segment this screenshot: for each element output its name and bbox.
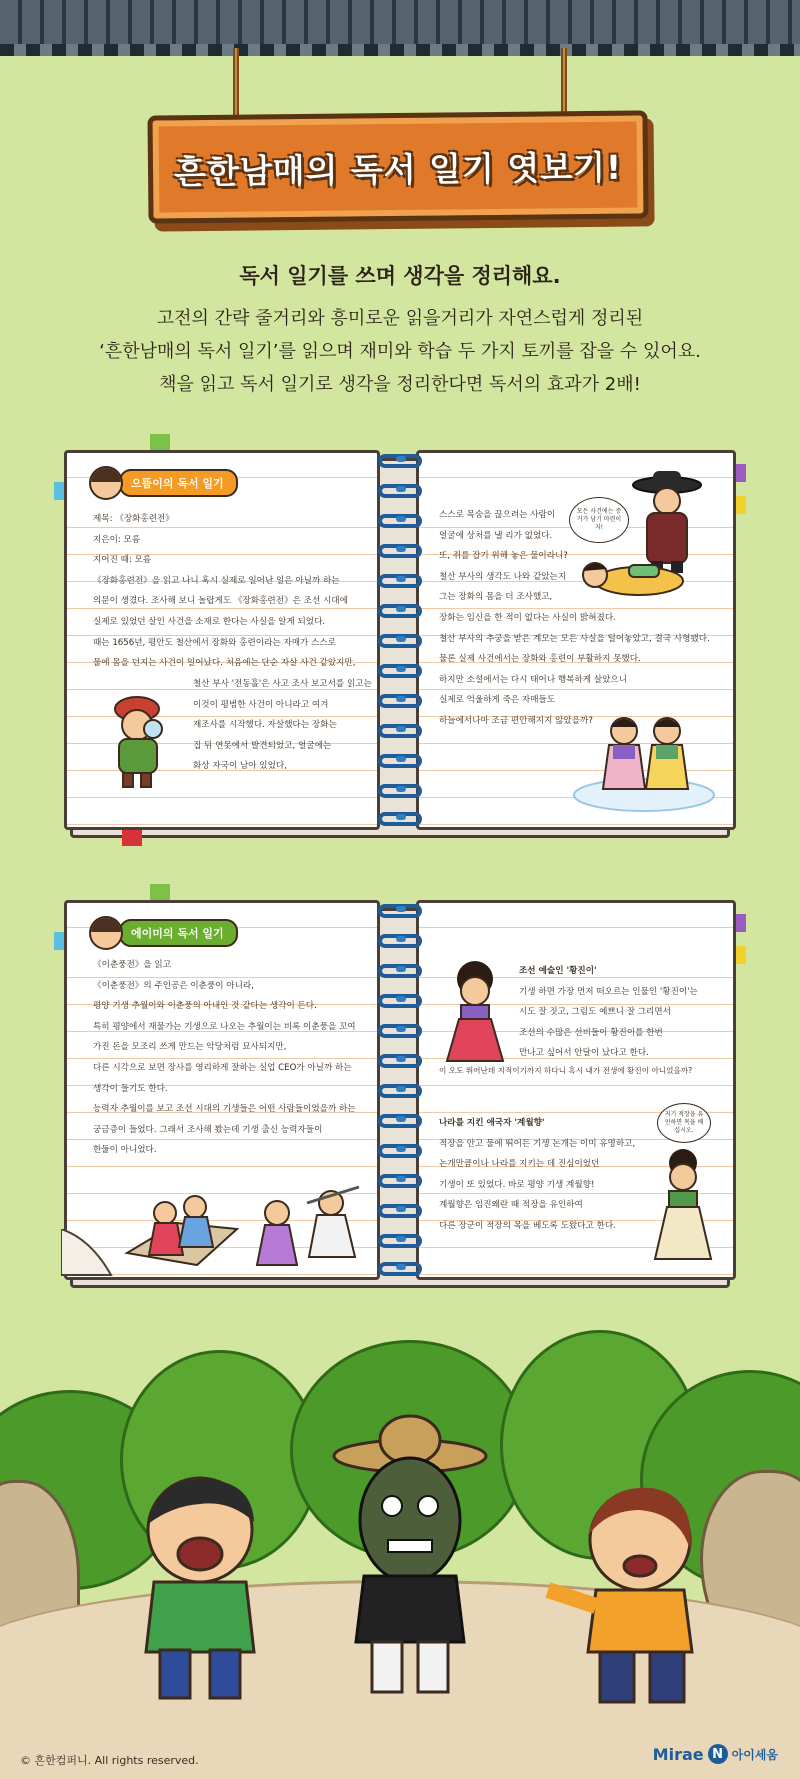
diary-badge-label: 으뜸이의 독서 일기 <box>119 469 238 497</box>
spiral-ring <box>378 904 422 918</box>
roof-tiles <box>0 0 800 56</box>
intro-line: 책을 읽고 독서 일기로 생각을 정리한다면 독서의 효과가 2배! <box>159 374 641 395</box>
text-line: 계월향은 임진왜란 때 적장을 유인하여 <box>439 1200 583 1211</box>
spiral-ring <box>378 634 422 648</box>
spiral-ring <box>378 514 422 528</box>
text-line: 가진 돈을 모조리 쓰게 만드는 악당처럼 묘사되지만, <box>93 1042 287 1053</box>
text-line: 철산 부사의 생각도 나와 같았는지 <box>439 571 567 582</box>
roof-tile-row <box>0 0 800 44</box>
text-line: 집 뒤 연못에서 발견되었고, 얼굴에는 <box>193 740 332 751</box>
text-line: 평양 기생 추월이와 이춘풍의 아내인 것 같다는 생각이 든다. <box>93 1001 317 1012</box>
notebook-1-left-page <box>64 450 380 830</box>
page-tab <box>150 434 170 450</box>
text-line: 스스로 목숨을 끊으려는 사람이 <box>439 510 556 520</box>
notebook-2 <box>64 900 736 1280</box>
text-line: 철산 부사 '전동흘'은 사고 조사 보고서를 읽고는 <box>193 679 372 689</box>
diary-badge-label: 에이미의 독서 일기 <box>119 919 238 947</box>
text-line: 기생이 또 있었다. 바로 평양 기생 계월향! <box>439 1179 595 1190</box>
notebook-2-left-page <box>64 900 380 1280</box>
kisaeng-scene-illustration <box>117 1173 367 1273</box>
text-line: 궁금증이 들었다. 그래서 조사해 봤는데 기생 출신 능력자들이 <box>93 1124 323 1135</box>
text-line: 《이춘풍전》의 주인공은 이춘풍이 아니라, <box>93 980 254 991</box>
notebook-1 <box>64 450 736 830</box>
text-line: 특히 평양에서 재물가는 기생으로 나오는 추월이는 비록 이춘풍을 꼬여 <box>93 1021 356 1032</box>
intro-line: 고전의 간략 줄거리와 흥미로운 읽을거리가 자연스럽게 정리된 <box>156 308 644 329</box>
diary-badge <box>89 469 238 497</box>
spiral-ring <box>378 1084 422 1098</box>
logo-text-ko: 아이세움 <box>731 1747 778 1762</box>
diary-text <box>93 509 356 674</box>
text-line: 그는 장화의 몸을 더 조사했고, <box>439 592 553 603</box>
diary-badge <box>89 919 238 947</box>
text-line: 다른 시각으로 보면 장사를 영리하게 잘하는 실업 CEO가 아닐까 하는 <box>93 1062 352 1073</box>
text-line: 생각이 들기도 한다. <box>93 1083 168 1094</box>
section-title: 나라를 지킨 애국자 '계월향' <box>439 1118 545 1128</box>
text-line: 또, 쥐를 잡기 위해 놓은 물이라니? <box>439 551 568 562</box>
notebook-2-right-page <box>416 900 736 1280</box>
spiral-ring <box>378 1024 422 1038</box>
spiral-ring <box>378 1114 422 1128</box>
spiral-ring <box>378 994 422 1008</box>
text-line: 얼굴에 상처를 낼 리가 없었다. <box>439 530 553 541</box>
intro-line: ‘흔한남매의 독서 일기’를 읽으며 재미와 학습 두 가지 토끼를 잡을 수 있어요. <box>99 341 701 362</box>
bookmark-ribbon <box>122 830 142 846</box>
eumtteumi-avatar <box>89 466 123 500</box>
spiral-ring <box>378 1234 422 1248</box>
spiral-ring <box>378 454 422 468</box>
sign-rope-left <box>233 48 239 124</box>
spiral-ring <box>378 1262 422 1276</box>
spiral-ring <box>378 544 422 558</box>
text-line: 다른 장군이 적장의 목을 베도록 도왔다고 한다. <box>439 1220 616 1231</box>
text-line: 만나고 싶어서 안달이 났다고 한다. <box>519 1048 649 1059</box>
logo-n-icon: N <box>708 1744 728 1764</box>
text-line: 하지만 소설에서는 다시 태어나 행복하게 살았으니 <box>439 674 627 685</box>
text-line: 물에 몸을 던지는 사건이 일어났다. 처음에는 단순 자살 사건 같았지만, <box>93 658 356 669</box>
spiral-ring <box>378 604 422 618</box>
detective-illustration <box>103 691 175 791</box>
spiral-ring <box>378 664 422 678</box>
spiral-ring <box>378 1204 422 1218</box>
diary-text <box>519 961 698 1064</box>
amy-avatar <box>89 916 123 950</box>
text-line: 조선의 수많은 선비들이 황진이를 한번 <box>519 1027 663 1038</box>
spiral-ring <box>378 754 422 768</box>
spiral-ring <box>378 1144 422 1158</box>
text-line: 논개만큼이나 나라를 지키는 데 진심이었던 <box>439 1159 600 1170</box>
speech-bubble: 저기 적장을 유인하면 목을 베십시오. <box>657 1103 711 1143</box>
spiral-ring <box>378 812 422 826</box>
banner-title: 흔한남매의 독서 일기 엿보기! <box>173 147 623 191</box>
text-line: 장화는 임신을 한 적이 없다는 사실이 밝혀졌다. <box>439 612 616 623</box>
gyewolhyang-illustration <box>645 1147 721 1265</box>
intro-section <box>0 260 800 401</box>
spiral-ring <box>378 1174 422 1188</box>
text-line: 화상 자국이 남아 있었다, <box>193 761 287 772</box>
spiral-ring <box>378 934 422 948</box>
text-line: 이 오도 뛰어난데 지적이기까지 하다니 혹시 내가 전생에 황진이 아니었을까? <box>439 1066 693 1075</box>
text-line: 《장화홍련전》을 읽고 나니 혹시 실제로 일어난 일은 아닐까 하는 <box>93 575 340 586</box>
spiral-ring <box>378 964 422 978</box>
spiral-ring <box>378 694 422 708</box>
text-line: 실제로 있었던 살인 사건을 소재로 한다는 사실을 알게 되었다. <box>93 616 326 627</box>
roof-eave <box>0 44 800 56</box>
spiral-ring <box>378 484 422 498</box>
lying-sister-illustration <box>579 551 689 601</box>
text-line: 때는 1656년, 평안도 철산에서 장화와 홍련이라는 자매가 스스로 <box>93 637 336 648</box>
notebook-1-right-page <box>416 450 736 830</box>
spiral-ring <box>378 724 422 738</box>
text-line: 지은이: 모름 <box>93 534 141 545</box>
spiral-ring <box>378 784 422 798</box>
text-line: 능력자 추월이를 보고 조선 시대의 기생들은 어떤 사람들이었을까 하는 <box>93 1104 356 1115</box>
text-line: 시도 잘 짓고, 그림도 예쁘니 잘 그리면서 <box>519 1007 671 1018</box>
text-line: 하늘에서나마 조금 편안해지지 않았을까? <box>439 715 593 726</box>
text-line: 재조사를 시작했다. 자살했다는 장화는 <box>193 720 337 731</box>
speech-bubble: 모든 사건에는 증거가 남기 마련이지! <box>569 497 629 543</box>
text-line: 철산 부사의 추궁을 받은 계모는 모든 사실을 털어놓았고, 결국 사형됐다. <box>439 633 710 644</box>
hwang-jini-illustration <box>437 957 517 1067</box>
publisher-logo <box>653 1744 778 1764</box>
text-line: 실제로 억울하게 죽은 자매들도 <box>439 695 556 706</box>
spiral-ring <box>378 1054 422 1068</box>
spiral-ring <box>378 574 422 588</box>
forest-scene <box>0 1330 800 1779</box>
mask-dancer-character <box>330 1410 490 1710</box>
copyright-text: © 흔한컴퍼니. All rights reserved. <box>20 1754 199 1767</box>
diary-text <box>93 955 356 1161</box>
eumtteumi-character <box>120 1470 290 1710</box>
amy-character <box>540 1480 730 1720</box>
text-line: 지어진 때: 모름 <box>93 555 152 566</box>
page-curl <box>61 1229 121 1279</box>
diary-text <box>193 674 372 777</box>
sisters-on-cloud-illustration <box>569 703 719 813</box>
text-line: 의문이 생겼다. 조사해 보니 놀랍게도 《장화홍련전》은 조선 시대에 <box>93 596 348 607</box>
logo-text-en: Mirae <box>652 1744 704 1764</box>
text-line: 제목: 《장화홍련전》 <box>93 514 174 524</box>
text-line: 물론 실제 사건에서는 장화와 홍련이 부활하지 못했다. <box>439 654 641 665</box>
text-line: 《이춘풍전》을 읽고 <box>93 960 172 970</box>
text-line: 이것이 평범한 사건이 아니라고 여겨 <box>193 699 329 710</box>
section-title: 조선 예술인 '황진이' <box>519 966 597 976</box>
text-line: 한둘이 아니었다. <box>93 1145 157 1156</box>
text-line: 기생 하면 가장 먼저 떠오르는 인물인 '황진이'는 <box>519 986 698 997</box>
banner-sign <box>147 110 648 223</box>
text-line: 적장을 안고 물에 뛰어든 기생 논개는 이미 유명하고, <box>439 1138 636 1149</box>
intro-lead: 독서 일기를 쓰며 생각을 정리해요. <box>239 264 561 288</box>
page-tab <box>150 884 170 900</box>
diary-text <box>439 1113 635 1237</box>
